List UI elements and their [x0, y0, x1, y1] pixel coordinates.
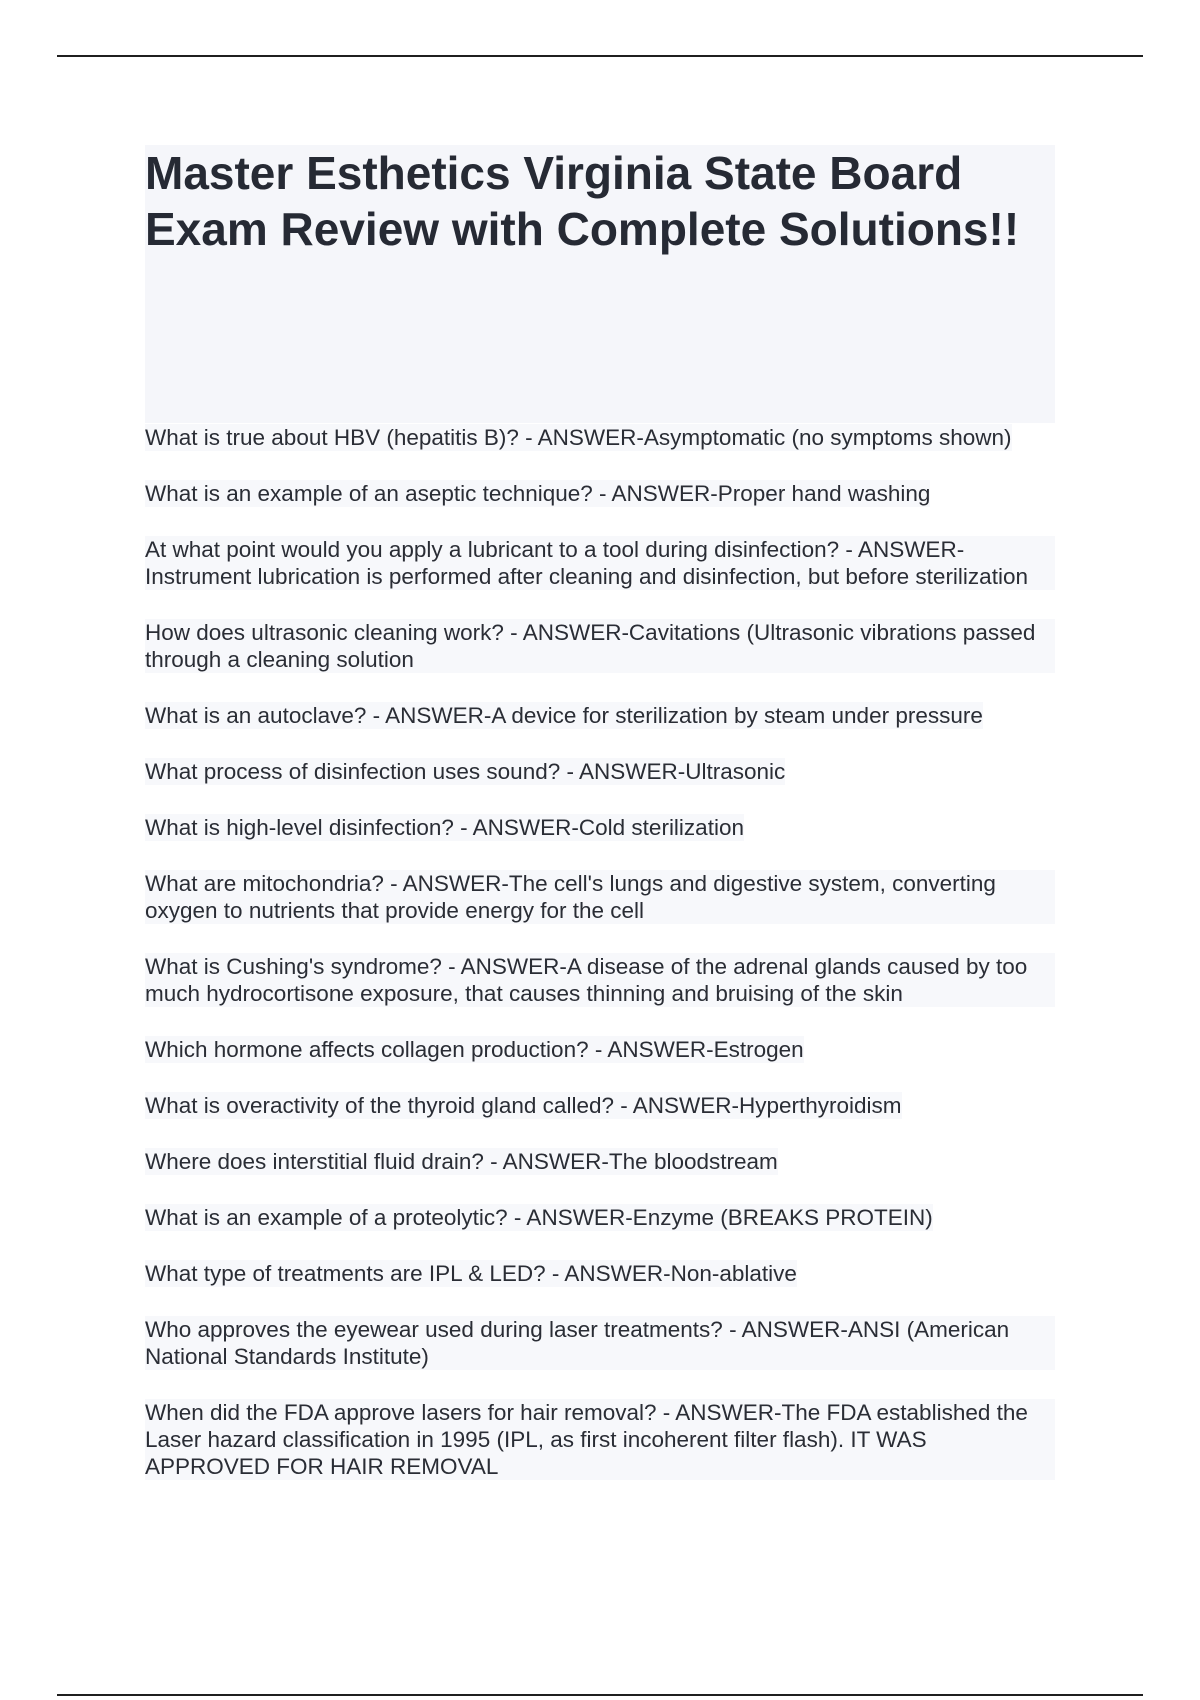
bottom-divider — [57, 1694, 1143, 1696]
qa-item: What process of disinfection uses sound? - ANSWER-Ultrasonic — [145, 759, 786, 784]
qa-item: What is an example of an aseptic technique? - ANSWER-Proper hand washing — [145, 481, 931, 506]
qa-item: What is high-level disinfection? - ANSWER-Cold sterilization — [145, 815, 744, 840]
title-block — [145, 145, 1055, 423]
top-divider — [57, 55, 1143, 57]
qa-item: What is overactivity of the thyroid gland called? - ANSWER-Hyperthyroidism — [145, 1093, 902, 1118]
qa-item: At what point would you apply a lubricant to a tool during disinfection? - ANSWER-Instrument lubrication is performed after cleaning and disinfection, but before sterilization — [145, 536, 1055, 590]
qa-item: How does ultrasonic cleaning work? - ANSWER-Cavitations (Ultrasonic vibrations passed through a cleaning solution — [145, 619, 1055, 673]
qa-list — [145, 424, 1055, 1509]
qa-item: Where does interstitial fluid drain? - ANSWER-The bloodstream — [145, 1149, 778, 1174]
qa-item: What is Cushing's syndrome? - ANSWER-A disease of the adrenal glands caused by too much hydrocortisone exposure, that causes thinning and bruising of the skin — [145, 953, 1055, 1007]
qa-item: Which hormone affects collagen production? - ANSWER-Estrogen — [145, 1037, 804, 1062]
qa-item: What type of treatments are IPL & LED? - ANSWER-Non-ablative — [145, 1261, 797, 1286]
qa-item: Who approves the eyewear used during laser treatments? - ANSWER-ANSI (American National Standards Institute) — [145, 1316, 1055, 1370]
qa-item: When did the FDA approve lasers for hair removal? - ANSWER-The FDA established the Laser hazard classification in 1995 (IPL, as first incoherent filter flash). IT WAS APPROVED FOR HAIR REMOVAL — [145, 1399, 1055, 1480]
qa-item: What is an example of a proteolytic? - ANSWER-Enzyme (BREAKS PROTEIN) — [145, 1205, 933, 1230]
qa-item: What is an autoclave? - ANSWER-A device for sterilization by steam under pressure — [145, 703, 983, 728]
qa-item: What are mitochondria? - ANSWER-The cell's lungs and digestive system, converting oxygen to nutrients that provide energy for the cell — [145, 870, 1055, 924]
qa-item: What is true about HBV (hepatitis B)? - ANSWER-Asymptomatic (no symptoms shown) — [145, 425, 1012, 450]
document-title: Master Esthetics Virginia State Board Exam Review with Complete Solutions!! — [145, 147, 1020, 255]
